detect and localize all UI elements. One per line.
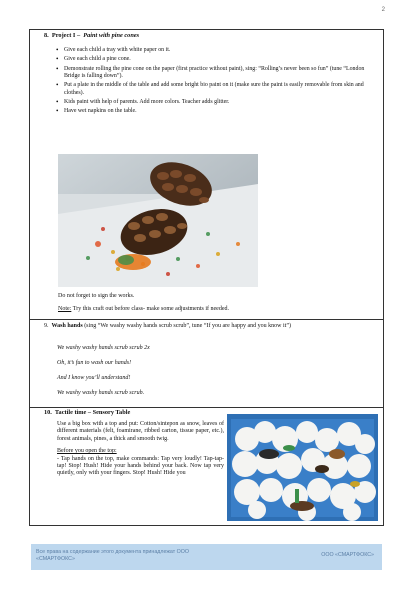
section-tactile-time	[30, 408, 383, 527]
section-title: Project I –	[51, 32, 81, 39]
commands-paragraph: - Tap hands on the top, make commands: Tap very loudly! Tap-tap-tap! Stop! Hush! Hide your hands behind your back. Now tap very quietly, only with your fingers. Stop! Hush! Hide you	[57, 455, 224, 477]
pine-cone-painting-photo	[58, 154, 258, 287]
section-body	[57, 421, 224, 483]
copyright-notice: Все права на содержание этого документа принадлежат ООО «СМАРТФОКС»	[36, 549, 189, 562]
sensory-table-photo	[227, 414, 378, 521]
section-number: 9.	[44, 323, 49, 329]
song-line: And I know you’ll understand!	[57, 375, 131, 381]
section-title: Tactile time – Sensory Table	[54, 409, 131, 416]
list-item: • Have wet napkins on the table.	[56, 108, 374, 115]
section-number: 10.	[44, 409, 52, 416]
activity-table	[29, 29, 384, 526]
list-item: • Put a plate in the middle of the table and add some bright bio paint on it (make sure the paint is easily removable from skin and clothes).	[56, 82, 374, 96]
section-wash-hands	[30, 320, 383, 408]
section-heading	[44, 323, 374, 330]
note-line	[58, 306, 229, 312]
song-line: Oh, it’s fun to wash our hands!	[57, 360, 132, 366]
page-number: 2	[381, 7, 385, 13]
materials-paragraph: Use a big box with a top and put: Cotton/sintepon as snow, leaves of different materials (felt, foamirane, ribbed carton, tissue paper, etc.), forest animals, pines, a thick and smooth twig.	[57, 421, 224, 442]
song-line: We washy washy hands scrub scrub.	[57, 390, 145, 396]
note-label: Note:	[58, 306, 72, 312]
list-item: • Give each child a pine cone.	[56, 56, 374, 63]
instruction-list	[56, 47, 374, 118]
section-heading	[44, 32, 139, 39]
page-footer	[31, 544, 382, 570]
subheading: Before you open the top:	[57, 448, 117, 455]
section-number: 8.	[44, 32, 49, 39]
company-name: ООО «СМАРТФОКС»	[321, 552, 374, 558]
section-description: (sing “We washy washy hands scrub scrub”, tune “If you are happy and you know it”)	[84, 323, 291, 329]
list-item: • Demonstrate rolling the pine cone on the paper (first practice without paint), sing: “Rolling’s never been so fun” (tune “London Bridge is falling down”).	[56, 66, 374, 80]
section-project-1	[30, 30, 383, 320]
section-title: Wash hands	[51, 323, 83, 329]
section-subtitle: Paint with pine cones	[83, 32, 140, 39]
song-line: We washy washy hands scrub scrub 2x	[57, 345, 150, 351]
list-item: • Kids paint with help of parents. Add more colors. Teacher adds glitter.	[56, 99, 374, 106]
list-item: • Give each child a tray with white paper on it.	[56, 47, 374, 54]
sign-reminder: Do not forget to sign the works.	[58, 293, 135, 299]
note-text: Try this craft out before class- make some adjustments if needed.	[72, 306, 229, 312]
section-heading	[44, 409, 130, 416]
